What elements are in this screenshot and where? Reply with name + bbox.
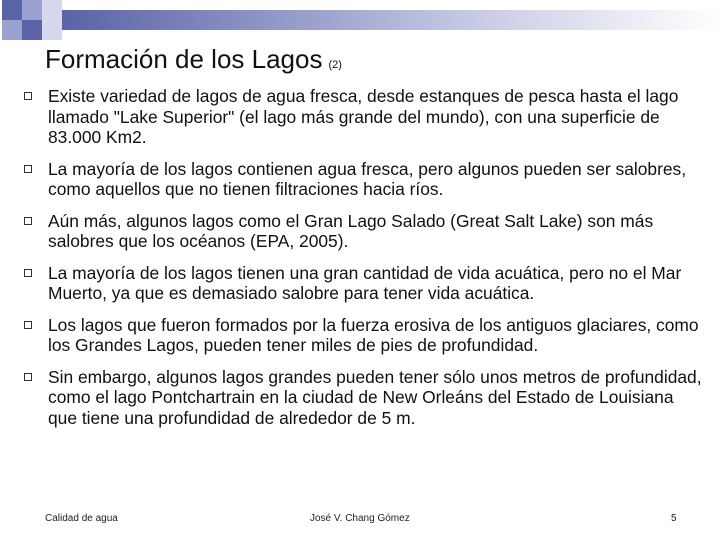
bullet-item: [22, 367, 702, 429]
decor-square: [42, 0, 62, 20]
bullet-text: Sin embargo, algunos lagos grandes pueden tener sólo unos metros de profundidad, como el lago Pontchartrain en la ciudad de New Orleáns del Estado de Louisiana que tiene una profundidad de alrededor de 5 m.: [48, 366, 702, 428]
decor-square: [2, 20, 22, 40]
slide-title: [45, 44, 342, 75]
footer-course: Calidad de agua: [45, 513, 118, 524]
square-bullet-icon: [24, 269, 32, 277]
decor-square: [22, 20, 42, 40]
bullet-text: La mayoría de los lagos contienen agua fresca, pero algunos pueden ser salobres, como aquellos que no tienen filtraciones hacia ríos.: [48, 158, 687, 199]
square-bullet-icon: [24, 373, 32, 381]
bullet-item: [22, 315, 702, 356]
slide-title-text: Formación de los Lagos: [45, 44, 323, 74]
bullet-text: La mayoría de los lagos tienen una gran cantidad de vida acuática, pero no el Mar Muerto, ya que es demasiado salobre para tener vida acuática.: [48, 262, 682, 303]
bullet-list: [22, 86, 702, 439]
bullet-text: Los lagos que fueron formados por la fuerza erosiva de los antiguos glaciares, como los Grandes Lagos, pueden tener miles de pies de profundidad.: [48, 314, 699, 355]
bullet-item: [22, 211, 702, 252]
bullet-text: Existe variedad de lagos de agua fresca, desde estanques de pesca hasta el lago llamado "Lake Superior" (el lago más grande del mundo), con una superficie de 83.000 Km2.: [48, 86, 679, 147]
square-bullet-icon: [24, 321, 32, 329]
footer-page-number: 5: [671, 513, 677, 524]
bullet-item: [22, 263, 702, 304]
square-bullet-icon: [24, 217, 32, 225]
header-gradient-bar: [62, 10, 720, 30]
decor-square: [2, 0, 22, 20]
slide-title-number: (2): [328, 59, 342, 71]
footer-author: José V. Chang Gómez: [310, 513, 410, 524]
decor-square: [22, 0, 42, 20]
bullet-item: [22, 159, 702, 200]
square-bullet-icon: [24, 92, 32, 100]
header-decoration: [0, 0, 720, 40]
bullet-text: Aún más, algunos lagos como el Gran Lago Salado (Great Salt Lake) son más salobres que los océanos (EPA, 2005).: [48, 210, 654, 251]
square-bullet-icon: [24, 165, 32, 173]
bullet-item: [22, 86, 702, 148]
decor-square: [42, 20, 62, 40]
